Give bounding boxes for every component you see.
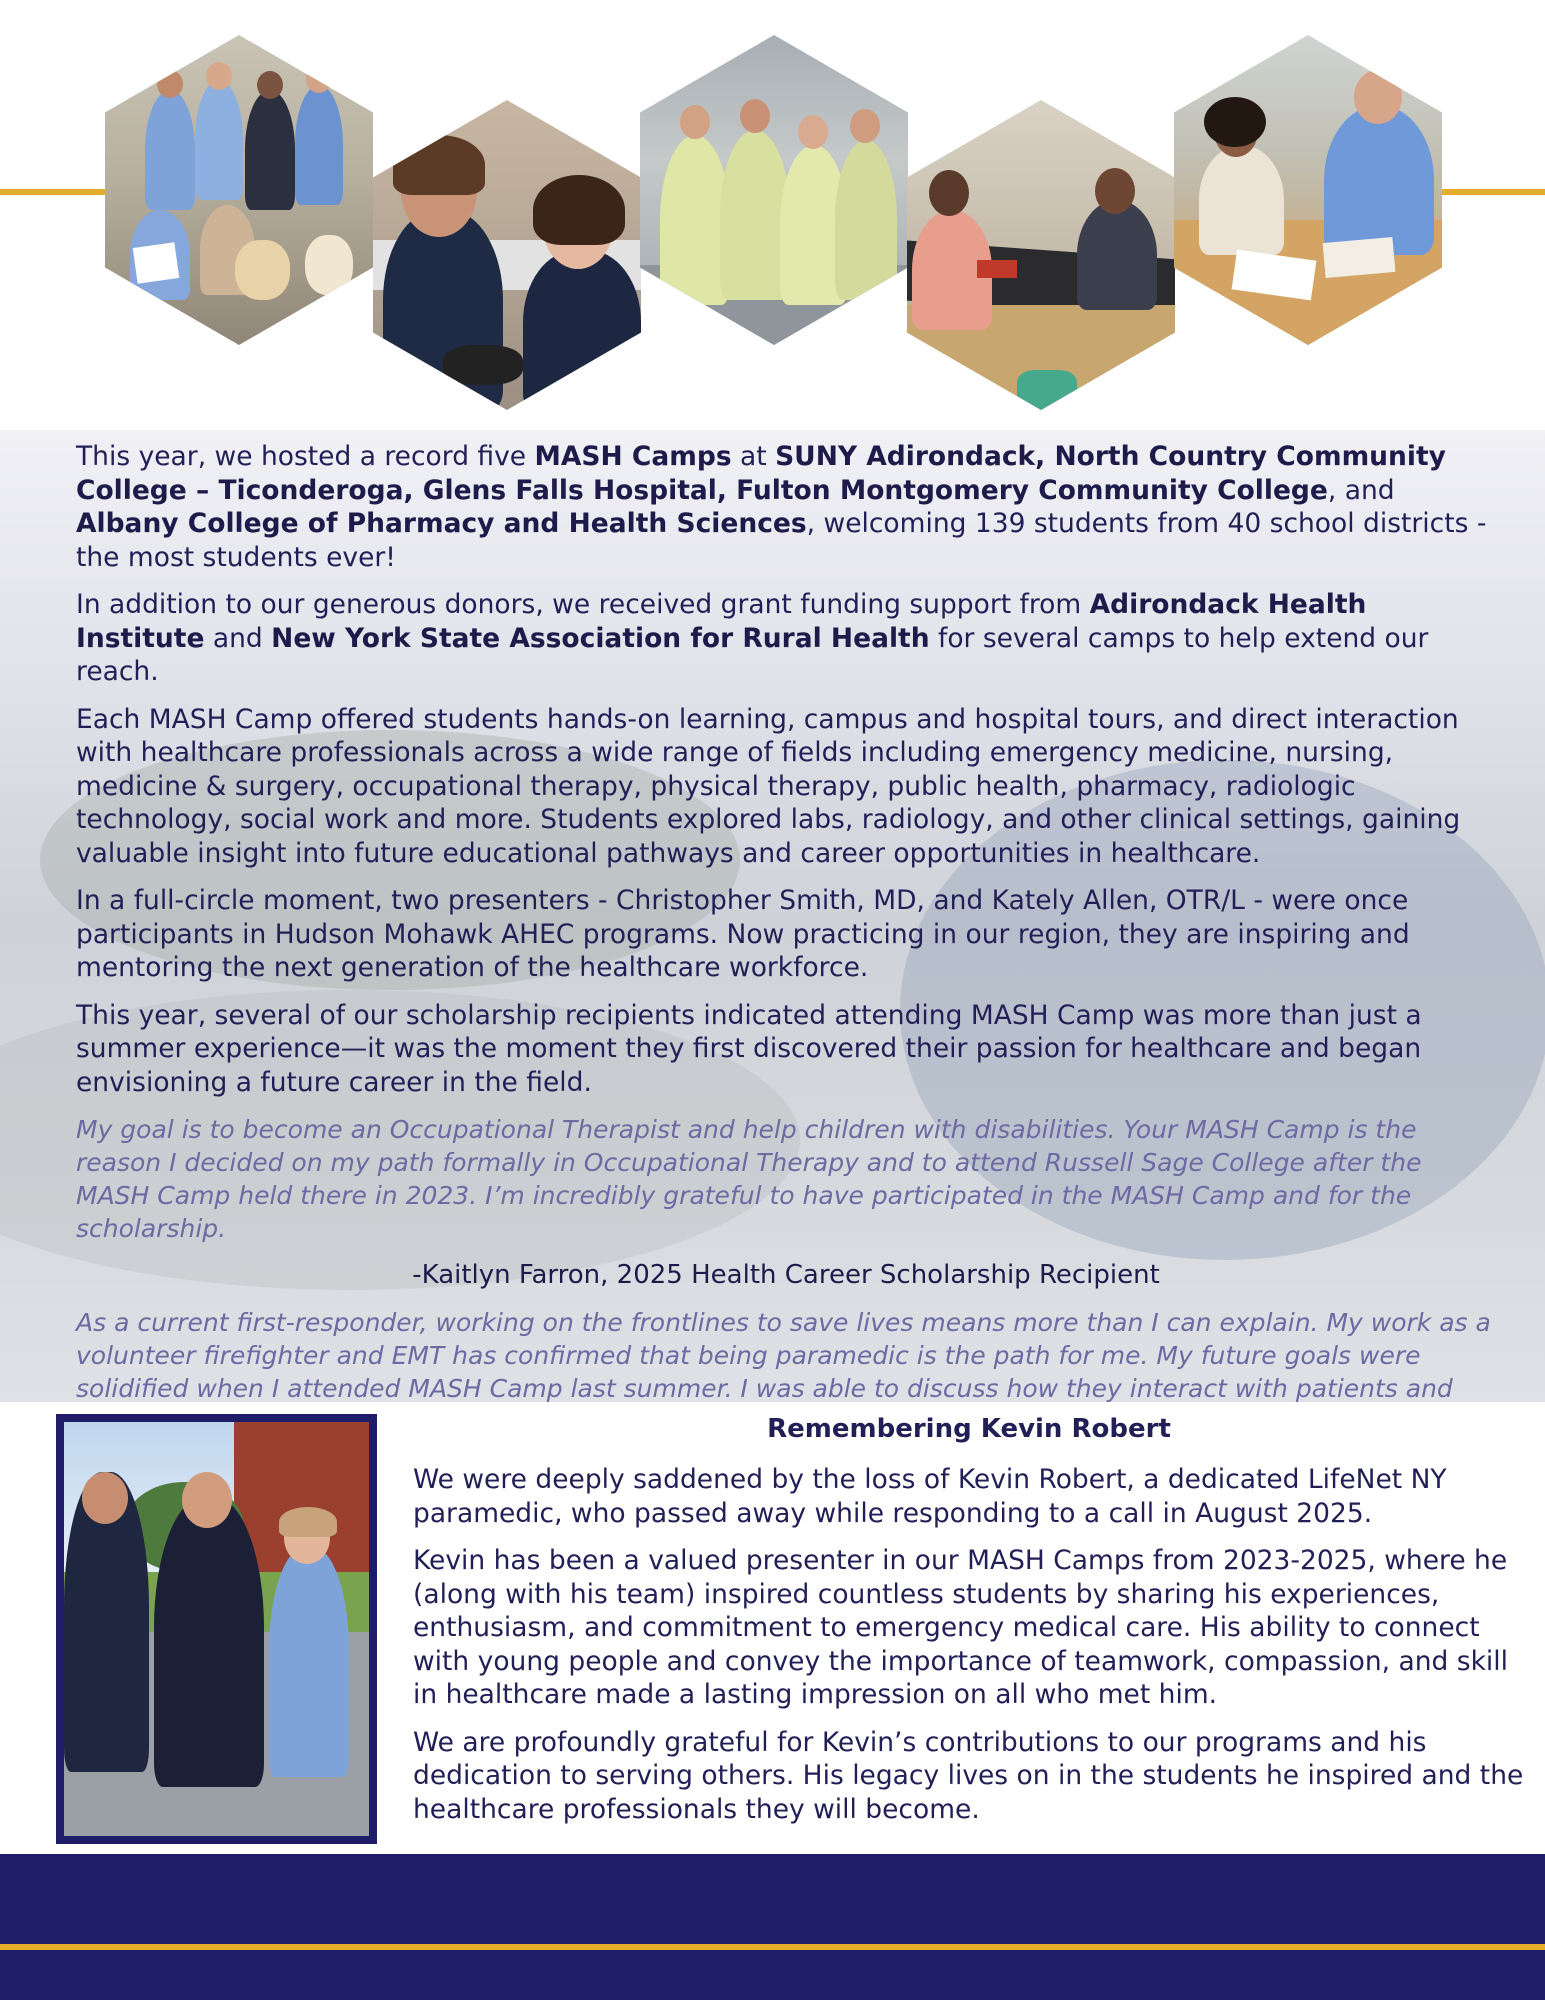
- students-at-lab-table-photo: [907, 100, 1175, 410]
- footer-band: [0, 1854, 1545, 2000]
- quote-kaitlyn: My goal is to become an Occupational Therapist and help children with disabilities. Your MASH Camp is the reason I decided on my path formally in Occupational Therapy and to attend Russell Sage College after the MASH Camp held there in 2023. I’m incredibly grateful to have participated in the MASH Camp and for the scholarship.: [76, 1115, 1422, 1243]
- camp-description-paragraph: Each MASH Camp offered students hands-on learning, campus and hospital tours, and direct interaction with healthcare professionals across a wide range of fields including emergency medicine, nursing, medicine & surgery, occupational therapy, physical therapy, public health, pharmacy, radiologic technology, social work and more. Students explored labs, radiology, and other clinical settings, gaining valuable insight into future educational pathways and career opportunities in healthcare.: [76, 703, 1461, 869]
- funding-paragraph: In addition to our generous donors, we received grant funding support from Adirondack Health Institute and New York State Association for Rural Health for several camps to help extend our reach.: [76, 589, 1429, 687]
- students-training-photo: [373, 100, 641, 410]
- main-text: [76, 440, 1496, 1402]
- remembering-paragraph-3: We are profoundly grateful for Kevin’s contributions to our programs and his dedication to serving others. His legacy lives on in the students he inspired and the healthcare professionals they will become.: [413, 1726, 1524, 1825]
- students-with-therapy-dogs-photo: [105, 35, 373, 345]
- attribution-kaitlyn: -Kaitlyn Farron, 2025 Health Career Scholarship Recipient: [412, 1260, 1160, 1290]
- remembering-paragraph-2: Kevin has been a valued presenter in our MASH Camps from 2023-2025, where he (along with his team) inspired countless students by sharing his experiences, enthusiasm, and commitment to emergency medical care. His ability to connect with young people and convey the importance of teamwork, compassion, and skill in healthcare made a lasting impression on all who met him.: [413, 1545, 1509, 1710]
- students-in-gowns-photo: [640, 35, 908, 345]
- remembering-text: [413, 1463, 1525, 1840]
- presenters-paragraph: In a full-circle moment, two presenters - Christopher Smith, MD, and Kately Allen, OTR/L - were once participants in Hudson Mohawk AHEC programs. Now practicing in our region, they are inspiring and mentoring the next generation of the healthcare workforce.: [76, 885, 1410, 983]
- quote-addelayde: As a current first-responder, working on the frontlines to save lives means more than I can explain. My work as a volunteer firefighter and EMT has confirmed that being paramedic is the path for me. My future goals were solidified when I attended MASH Camp last summer. I was able to discuss how they interact with patients and: [76, 1308, 1491, 1402]
- instructor-with-student-photo: [1174, 35, 1442, 345]
- main-content-section: [0, 430, 1545, 1402]
- kevin-robert-photo: [56, 1414, 377, 1844]
- intro-paragraph: This year, we hosted a record five MASH Camps at SUNY Adirondack, North Country Community College – Ticonderoga, Glens Falls Hospital, Fulton Montgomery Community College, and Albany College of Pharmacy and Health Sciences, welcoming 139 students from 40 school districts - the most students ever!: [76, 441, 1487, 573]
- remembering-title: Remembering Kevin Robert: [767, 1414, 1171, 1444]
- remembering-paragraph-1: We were deeply saddened by the loss of Kevin Robert, a dedicated LifeNet NY paramedic, who passed away while responding to a call in August 2025.: [413, 1464, 1447, 1529]
- scholarship-paragraph: This year, several of our scholarship recipients indicated attending MASH Camp was more than just a summer experience—it was the moment they first discovered their passion for healthcare and began envisioning a future career in the field.: [76, 999, 1422, 1098]
- gold-divider-footer: [0, 1944, 1545, 1950]
